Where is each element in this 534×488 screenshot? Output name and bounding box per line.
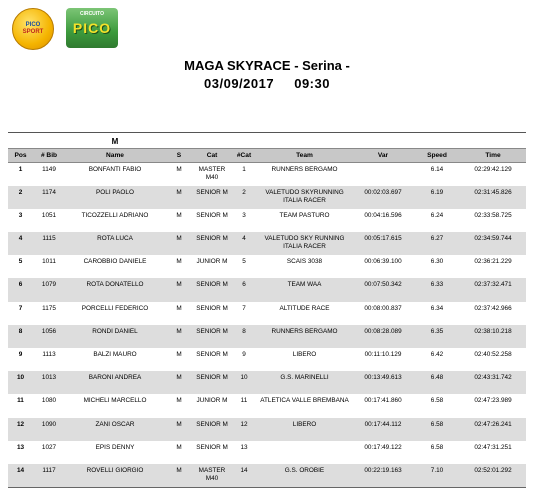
cell-cat: SENIOR M [196,304,228,312]
cell-sex: M [165,464,193,487]
table-row [8,255,526,278]
cell-catpos: 10 [231,371,257,394]
cell-catpos: 2 [231,186,257,209]
table-row [8,209,526,232]
cell-time: 02:47:26.241 [460,418,526,441]
col-header-cat: Cat [193,149,231,163]
table-header [8,149,526,163]
cell-catpos: 6 [231,278,257,301]
cell-catpos: 13 [240,443,248,451]
cell-name: ROVELLI GIORGIO [65,464,165,487]
cell-sex: M [165,418,193,441]
cell-bib: 1174 [33,186,65,209]
cell-speed: 6.58 [414,418,460,441]
col-header-team: Team [257,149,352,163]
cell-pos: 10 [8,371,33,394]
cell-bib: 1090 [33,418,65,441]
cell-catpos: 8 [231,325,257,348]
cell-sex: M [176,443,182,451]
cell-cat: SENIOR M [193,278,231,301]
cell-pos: 11 [17,397,24,405]
cell-speed: 7.10 [414,464,460,487]
cell-cat: SENIOR M [196,443,228,451]
logo-text-pico: PICO [25,22,41,28]
race-title: MAGA SKYRACE - Serina - [184,58,350,73]
cell-speed: 6.58 [430,443,444,451]
cell-catpos: 1 [242,166,246,173]
cell-sex: M [165,325,193,348]
cell-speed: 6.42 [430,351,444,358]
cell-team: VALETUDO SKY RUNNING ITALIA RACER [257,232,352,255]
table-row [8,302,526,325]
cell-pos: 4 [8,232,33,255]
cell-var: 00:11:10.129 [364,351,402,358]
cell-var: 00:06:39.100 [364,258,402,266]
cell-name: ZANI OSCAR [65,418,165,441]
logo-text-pico-big: PICO [72,20,112,36]
cell-cat: JUNIOR M [196,397,228,405]
table-row [8,186,526,209]
cell-speed: 6.33 [414,278,460,301]
cell-team: TEAM WAA [257,278,352,301]
cell-catpos: 9 [242,351,246,358]
cell-time: 02:52:01.292 [460,464,526,487]
col-header-catpos: #Cat [231,149,257,163]
cell-team: ALTITUDE RACE [279,304,330,312]
cell-bib: 1115 [33,232,65,255]
cell-sex: M [176,304,182,312]
table-row [8,163,526,186]
cell-cat: SENIOR M [193,325,231,348]
col-header-time: Time [460,149,526,163]
col-header-bib: # Bib [33,149,65,163]
cell-pos: 5 [18,258,23,266]
cell-var: 00:17:41.860 [364,397,402,405]
table-row [8,348,526,371]
cell-var: 00:17:49.122 [364,443,402,451]
cell-speed: 6.27 [414,232,460,255]
cell-pos: 7 [18,304,23,312]
cell-catpos: 12 [231,418,257,441]
cell-cat: JUNIOR M [196,258,228,266]
cell-team [257,441,352,464]
cell-team: VALETUDO SKYRUNNING ITALIA RACER [257,186,352,209]
race-datetime [0,76,534,91]
race-time: 09:30 [294,76,330,91]
cell-var: 00:22:19.163 [352,464,414,487]
cell-time: 02:29:42.129 [474,166,512,173]
cell-name: ROTA LUCA [65,232,165,255]
category-label: M [111,137,119,146]
cell-time: 02:31:45.826 [460,186,526,209]
cell-team: RUNNERS BERGAMO [271,166,338,173]
cell-sex: M [165,278,193,301]
cell-name: TICOZZELLI ADRIANO [81,211,149,219]
table-row [8,418,526,441]
cell-time: 02:47:23.989 [474,397,512,405]
cell-catpos: 3 [242,211,246,219]
cell-team: SCAIS 3038 [286,258,323,266]
cell-time: 02:38:10.218 [460,325,526,348]
cell-time: 02:37:32.471 [460,278,526,301]
cell-var: 00:05:17.615 [352,232,414,255]
cell-cat: SENIOR M [196,211,228,219]
cell-speed: 6.48 [414,371,460,394]
cell-bib: 1113 [42,351,56,358]
cell-var [352,163,414,186]
cell-team: LIBERO [257,418,352,441]
cell-pos: 6 [8,278,33,301]
cell-team: TEAM PASTURO [279,211,330,219]
cell-team: G.S. OROBIE [257,464,352,487]
race-date: 03/09/2017 [204,76,275,91]
cell-speed: 6.34 [430,304,444,312]
cell-name: BONFANTI FABIO [88,166,142,173]
table-row [8,464,526,487]
cell-speed: 6.19 [414,186,460,209]
cell-var: 00:08:00.837 [364,304,402,312]
cell-speed: 6.35 [414,325,460,348]
table-row [8,232,526,255]
cell-speed: 6.30 [430,258,444,266]
cell-sex: M [165,232,193,255]
cell-pos: 1 [18,166,23,173]
cell-bib: 1080 [41,397,57,405]
cell-team: ATLETICA VALLE BREMBANA [260,397,349,405]
cell-var: 00:04:16.596 [364,211,402,219]
cell-name: POLI PAOLO [65,186,165,209]
pico-sport-logo [12,8,54,50]
cell-name: CAROBBIO DANIELE [83,258,147,266]
cell-name: BARONI ANDREA [65,371,165,394]
cell-time: 02:40:52.258 [474,351,512,358]
cell-speed: 6.14 [430,166,444,173]
cell-bib: 1013 [33,371,65,394]
cell-sex: M [176,258,182,266]
table-row [8,371,526,394]
table-row [8,441,526,464]
cell-sex: M [165,371,193,394]
cell-bib: 1051 [41,211,57,219]
cell-pos: 14 [8,464,33,487]
cell-bib: 1011 [42,258,56,266]
cell-catpos: 4 [231,232,257,255]
cell-name: ROTA DONATELLO [65,278,165,301]
cell-var: 00:07:50.342 [352,278,414,301]
results-body [8,163,526,488]
cell-var: 00:08:28.089 [352,325,414,348]
results-table [8,135,526,488]
cell-pos: 3 [18,211,23,219]
cell-cat: MASTER M40 [198,166,226,181]
logo-text-circuito: CIRCUITO [79,11,105,17]
cell-cat: SENIOR M [193,371,231,394]
cell-catpos: 14 [231,464,257,487]
cell-pos: 9 [18,351,23,358]
cell-time: 02:43:31.742 [460,371,526,394]
cell-bib: 1079 [33,278,65,301]
cell-team: G.S. MARINELLI [257,371,352,394]
cell-sex: M [176,211,182,219]
table-row [8,278,526,301]
cell-var: 00:02:03.697 [352,186,414,209]
cell-time: 02:37:42.966 [474,304,512,312]
cell-name: BALZI MAURO [93,351,137,358]
cell-sex: M [176,166,182,173]
col-header-pos: Pos [8,149,33,163]
cell-cat: SENIOR M [193,418,231,441]
table-row [8,394,526,417]
table-row [8,325,526,348]
col-header-speed: Speed [414,149,460,163]
cell-sex: M [176,397,182,405]
cell-cat: MASTER M40 [193,464,231,487]
cell-cat: SENIOR M [196,351,228,358]
cell-pos: 8 [8,325,33,348]
cell-time: 02:33:58.725 [474,211,512,219]
cell-cat: SENIOR M [193,186,231,209]
cell-time: 02:34:59.744 [460,232,526,255]
cell-speed: 6.58 [430,397,444,405]
cell-time: 02:47:31.251 [474,443,512,451]
cell-bib: 1056 [33,325,65,348]
cell-bib: 1175 [42,304,56,312]
cell-name: MICHELI MARCELLO [83,397,147,405]
col-header-var: Var [352,149,414,163]
cell-bib: 1027 [41,443,57,451]
cell-team: LIBERO [292,351,317,358]
cell-pos: 2 [8,186,33,209]
cell-name: PORCELLI FEDERICO [81,304,149,312]
cell-bib: 1149 [42,166,56,173]
cell-var: 00:13:49.613 [352,371,414,394]
cell-time: 02:36:21.229 [474,258,512,266]
circuito-pico-logo [66,8,118,48]
col-header-sex: S [165,149,193,163]
col-header-name: Name [65,149,165,163]
cell-cat: SENIOR M [193,232,231,255]
cell-sex: M [165,186,193,209]
cell-speed: 6.24 [430,211,444,219]
cell-var: 00:17:44.112 [352,418,414,441]
cell-catpos: 7 [242,304,246,312]
cell-pos: 13 [16,443,25,451]
cell-sex: M [176,351,182,358]
cell-bib: 1117 [33,464,65,487]
cell-catpos: 5 [242,258,246,266]
cell-name: EPIS DENNY [95,443,135,451]
cell-team: RUNNERS BERGAMO [257,325,352,348]
cell-catpos: 11 [240,397,248,405]
cell-name: RONDI DANIEL [65,325,165,348]
top-divider [8,132,526,133]
logo-text-sport: SPORT [22,29,44,35]
cell-pos: 12 [8,418,33,441]
